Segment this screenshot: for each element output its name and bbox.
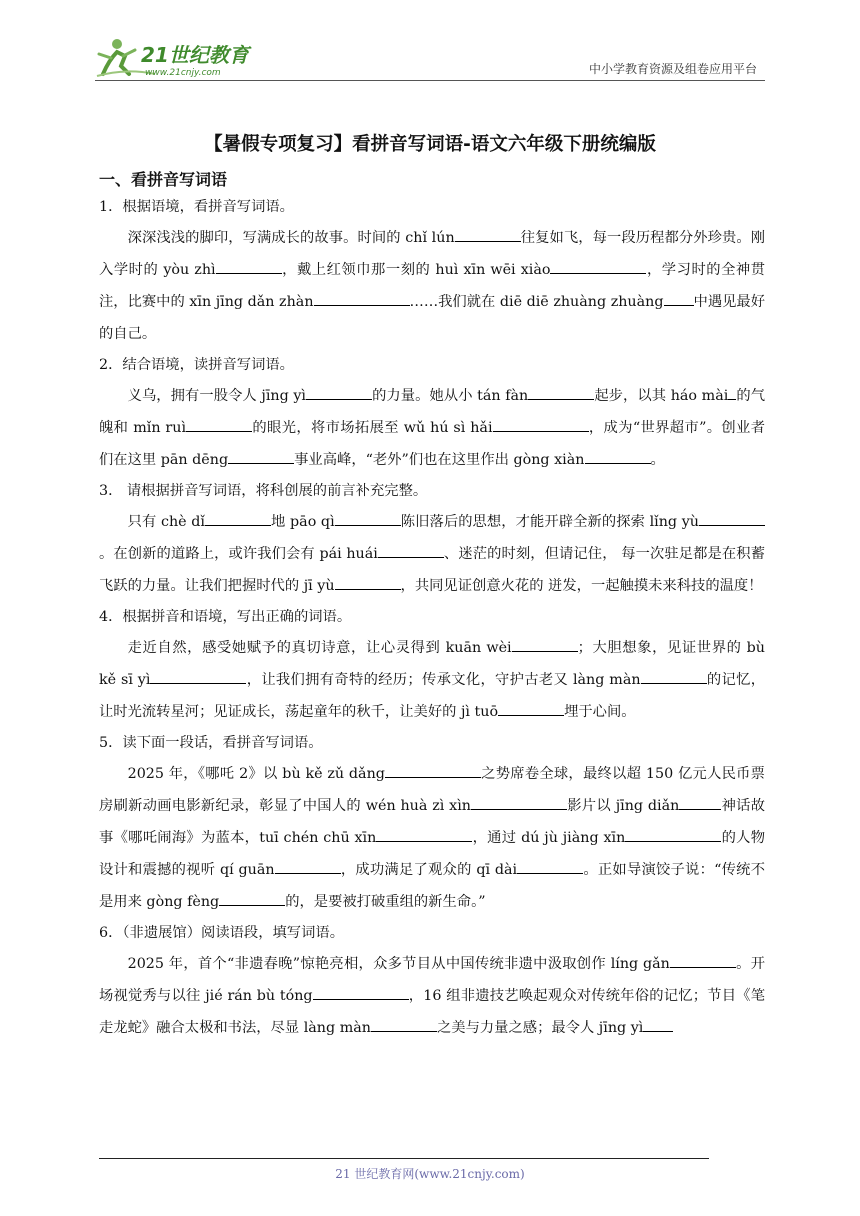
answer-blank[interactable] (228, 448, 294, 464)
passage-text: 神话故事《哪吒闹海》为蓝本，tuī chén chū xīn (99, 798, 765, 846)
question-5-prompt: 5．读下面一段话，看拼音写词语。 (99, 735, 323, 751)
passage-text: 2025 年，《哪吒 2》以 bù kě zǔ dǎng (127, 766, 385, 782)
passage-text: 起步，以其 háo mài (594, 388, 729, 404)
passage-text: ，通过 dú jù jiàng xīn (472, 830, 626, 846)
question-2-prompt: 2．结合语境，读拼音写词语。 (99, 357, 294, 373)
question-content (99, 192, 765, 1044)
page-footer: 21 世纪教育网(www.21cnjy.com) (335, 1167, 525, 1181)
passage-text: 走近自然，感受她赋予的真切诗意，让心灵得到 kuān wèi (127, 640, 512, 656)
question-6-passage (99, 948, 765, 1044)
passage-text: 之美与力量之感；最令人 jīng yì (437, 1020, 644, 1036)
passage-text: 中遇见最好的自己。 (99, 294, 766, 342)
answer-blank[interactable] (376, 826, 472, 842)
passage-text: 义乌，拥有一股令人 jīng yì (127, 388, 307, 404)
svg-text:www.21cnjy.com: www.21cnjy.com (145, 68, 221, 78)
passage-text: 的人物设计和震撼的视听 qí guān (99, 830, 765, 878)
passage-text: ……我们就在 diē diē zhuàng zhuàng (409, 294, 664, 310)
passage-text: ，成功满足了观众的 qī dài (340, 862, 518, 878)
answer-blank[interactable] (679, 794, 721, 810)
footer-divider (99, 1158, 709, 1159)
passage-text: ，成为“世界超市”。创业者们在这里 pān dēng (99, 420, 765, 468)
passage-text: 、迷茫的时刻，但请记住， 每一次驻足都是在积蓄飞跃的力量。让我们把握时代的 jī yù (99, 546, 765, 594)
question-6-prompt: 6．（非遗展馆）阅读语段，填写词语。 (99, 925, 344, 941)
question-1-passage (99, 222, 765, 350)
passage-text: ；大胆想象，见证世界的 bù kě sī yì (99, 640, 765, 688)
question-1-prompt: 1．根据语境，看拼音写词语。 (99, 199, 294, 215)
question-2-passage (99, 380, 765, 476)
section-title: 一、看拼音写词语 (99, 170, 228, 189)
answer-blank[interactable] (371, 1016, 437, 1032)
answer-blank[interactable] (219, 890, 285, 906)
passage-text: 的，是要被打破重组的新生命。” (285, 894, 486, 910)
header-divider (95, 80, 765, 81)
passage-text: 的记忆，让时光流转星河；见证成长，荡起童年的秋千，让美好的 jì tuō (99, 672, 765, 720)
question-3-prompt: 3． 请根据拼音写词语，将科创展的前言补充完整。 (99, 483, 428, 499)
svg-text:21世纪教育: 21世纪教育 (141, 43, 249, 67)
question-4-prompt: 4．根据拼音和语境，写出正确的词语。 (99, 609, 352, 625)
answer-blank[interactable] (378, 542, 444, 558)
passage-text: 2025 年，首个“非遗春晚”惊艳亮相，众多节目从中国传统非遗中汲取创作 líng gǎn (127, 956, 670, 972)
answer-blank[interactable] (205, 510, 271, 526)
passage-text: 影片以 jīng diǎn (566, 798, 680, 814)
answer-blank[interactable] (585, 448, 651, 464)
passage-text: 往复如飞，每一段历程都分外珍贵。刚入学时的 yòu zhì (99, 230, 765, 278)
answer-blank[interactable] (471, 794, 567, 810)
question-3-passage (99, 506, 765, 602)
passage-text: 之势席卷全球，最终以超 150 亿元人民币票房刷新动画电影新纪录，彰显了中国人的 wén huà zì xìn (99, 766, 765, 814)
answer-blank[interactable] (455, 226, 521, 242)
passage-text: ，16 组非遗技艺唤起观众对传统年俗的记忆；节目《笔走龙蛇》融合太极和书法，尽显 làng màn (99, 988, 765, 1036)
answer-blank[interactable] (216, 258, 282, 274)
logo-21cnjy (95, 36, 265, 80)
passage-text: 只有 chè dǐ (127, 514, 205, 530)
answer-blank[interactable] (313, 984, 409, 1000)
passage-text: 地 pāo qì (270, 514, 335, 530)
passage-text: 陈旧落后的思想，才能开辟全新的探索 lǐng yù (400, 514, 699, 530)
answer-blank[interactable] (699, 510, 765, 526)
passage-text: 事业高峰，“老外”们也在这里作出 gòng xiàn (294, 452, 585, 468)
answer-blank[interactable] (517, 858, 583, 874)
answer-blank[interactable] (512, 636, 578, 652)
passage-text: 。正如导演饺子说：“传统不是用来 gòng fèng (99, 862, 766, 910)
answer-blank[interactable] (670, 952, 736, 968)
passage-text: 。 (650, 452, 665, 468)
answer-blank[interactable] (186, 416, 252, 432)
answer-blank[interactable] (625, 826, 721, 842)
answer-blank[interactable] (275, 858, 341, 874)
answer-blank[interactable] (306, 384, 372, 400)
passage-text: ，共同见证创意火花的 迸发，一起触摸未来科技的温度！ (400, 578, 763, 594)
answer-blank[interactable] (498, 700, 564, 716)
passage-text: 的眼光，将市场拓展至 wǔ hú sì hǎi (252, 420, 493, 436)
page-title: 【暑假专项复习】看拼音写词语-语文六年级下册统编版 (204, 134, 656, 155)
passage-text: ，学习时的全神贯注，比赛中的 xīn jīng dǎn zhàn (99, 262, 766, 310)
answer-blank[interactable] (528, 384, 594, 400)
passage-text: 深深浅浅的脚印，写满成长的故事。时间的 chǐ lún (127, 230, 455, 246)
passage-text: 。开场视觉秀与以往 jié rán bù tóng (99, 956, 765, 1004)
answer-blank[interactable] (335, 510, 401, 526)
answer-blank[interactable] (493, 416, 589, 432)
answer-blank[interactable] (314, 290, 410, 306)
page-header (95, 36, 765, 80)
answer-blank[interactable] (550, 258, 646, 274)
passage-text: ，让我们拥有奇特的经历；传承文化，守护古老又 làng màn (246, 672, 641, 688)
passage-text: 。在创新的道路上，或许我们会有 pái huái (99, 546, 378, 562)
answer-blank[interactable] (385, 762, 481, 778)
platform-name: 中小学教育资源及组卷应用平台 (588, 62, 757, 76)
question-5-passage (99, 758, 765, 918)
answer-blank[interactable] (664, 290, 694, 306)
passage-text: 的力量。她从小 tán fàn (372, 388, 529, 404)
passage-text: ，戴上红领巾那一刻的 huì xīn wēi xiào (281, 262, 551, 278)
question-4-passage (99, 632, 765, 728)
passage-text: 的气魄和 mǐn ruì (99, 388, 766, 436)
answer-blank[interactable] (150, 668, 246, 684)
answer-blank[interactable] (643, 1016, 673, 1032)
passage-text: 埋于心间。 (564, 704, 636, 720)
answer-blank[interactable] (641, 668, 707, 684)
answer-blank[interactable] (335, 574, 401, 590)
